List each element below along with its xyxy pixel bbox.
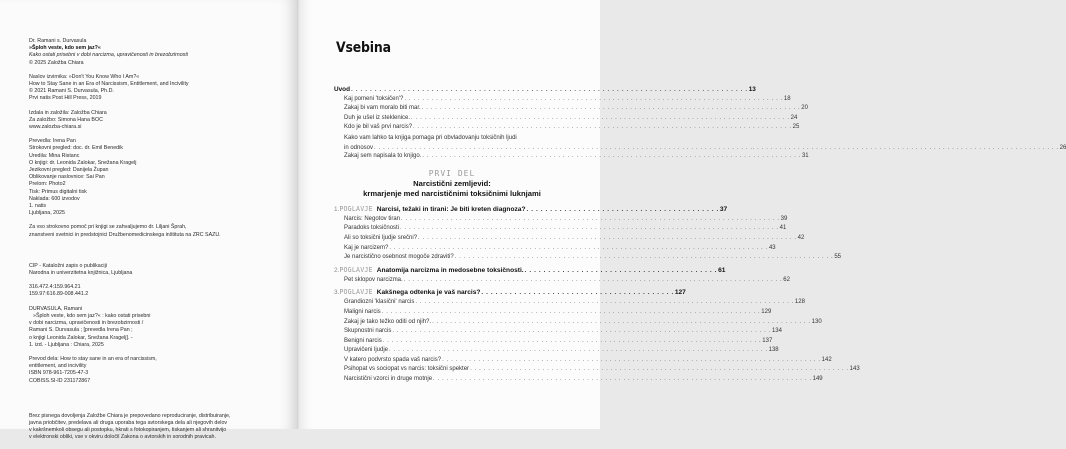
- author-line: Dr. Ramani s. Durvasula: [29, 38, 87, 44]
- record-line: v dobi narcizma, upravičenosti in brezobzirnosti /: [29, 320, 144, 327]
- leader-dots: [525, 267, 717, 274]
- publisher: Izdala in založila: Založba Chiara: [29, 109, 107, 116]
- credit-line: O knjigi: dr. Leonida Zalokar, Snežana Kragelj: [29, 159, 137, 166]
- toc-subentry[interactable]: [334, 254, 842, 264]
- toc-page-number: 24: [790, 114, 798, 121]
- leader-dots: [481, 289, 673, 296]
- copyright-original: © 2021 Ramani S. Durvasula, Ph.D.: [29, 88, 114, 95]
- toc-page-number: 142: [821, 356, 832, 363]
- original-info: [29, 74, 279, 103]
- toc-entry-title: V katero podvrsto spada vaš narcis?: [344, 356, 442, 363]
- toc-page-number: 127: [674, 289, 686, 297]
- for-publisher: Za založbo: Simona Hana BOC: [29, 116, 103, 123]
- cip-line: CIP - Kataložni zapis o publikaciji: [29, 262, 107, 269]
- original-title: Naslov izvirnika: »Don't You Know Who I Am?«: [29, 73, 140, 80]
- toc-page-number: 143: [849, 366, 860, 373]
- leader-dots: . . . . . . . . . . . . . . . . . . . . . . . . . . . . . . . . . . . . . . . . . . . . . . . . . . . . . . . . . . . . . . . . . . . . . . .: [374, 144, 1059, 154]
- rights-line: v kakršnemkoli obsegu ali postopku, hkrati s fotokopiranjem, tiskanjem ali shranitvijo: [29, 427, 227, 434]
- credit-line: 1. natis: [29, 203, 47, 210]
- table-of-contents: [334, 86, 1066, 386]
- toc-entry-title: Narcis: Negotov tiran: [344, 215, 401, 222]
- toc-entry-title: Zakaj je tako težko oditi od njih?.: [344, 318, 432, 325]
- toc-page-number: 18: [783, 95, 791, 102]
- credit-line: Naklada: 600 izvodov: [29, 195, 80, 202]
- toc-page-number: 149: [812, 376, 823, 383]
- record-line: »Šploh veste, kdo sem jaz?« : kako ostati prisebni: [33, 312, 151, 319]
- original-subtitle: How to Stay Sane in an Era of Narcissism, Entitlement, and Incivility: [29, 81, 189, 88]
- cip-line: Narodna in univerzitetna knjižnica, Ljubljana: [29, 270, 133, 277]
- leader-dots: [418, 235, 797, 241]
- leader-dots: [392, 328, 771, 334]
- toc-page-number: 134: [771, 328, 782, 335]
- toc-entry-title: Kaj je narcizem?: [344, 244, 389, 251]
- toc-subentry[interactable]: [334, 276, 790, 287]
- leader-dots: [382, 309, 761, 315]
- record-line: DURVASULA, Ramani: [29, 305, 83, 312]
- toc-subentry[interactable]: [334, 153, 809, 163]
- credit-line: Tisk: Primus digitalni tisk: [29, 188, 87, 195]
- toc-page-number: 130: [811, 318, 822, 325]
- toc-entry-title: Kako vam lahko ta knjiga pomaga pri obvladovanju toksičnih ljudi: [344, 134, 517, 141]
- book-subtitle: Kako ostati prisebni v dobi narcizma, upravičenosti in brezobzirnosti: [29, 52, 188, 59]
- translation-line: Prevod dela: How to stay sane in an era of narcissism,: [29, 355, 157, 362]
- toc-page-number: 13: [748, 86, 756, 93]
- toc-page-number: 43: [768, 244, 776, 251]
- toc-page-number: 138: [768, 347, 779, 354]
- catalog-record: [29, 306, 279, 349]
- toc-chapter-3[interactable]: [334, 288, 686, 299]
- translation-line: entitlement, and incivility: [29, 363, 87, 370]
- toc-entry-title: Kaj pomeni 'toksičen'?: [344, 95, 404, 102]
- leader-dots: [526, 206, 718, 213]
- toc-entry-title: Upravičeni ljudje: [344, 347, 389, 354]
- leader-dots: [415, 299, 794, 305]
- toc-entry-title: Uvod: [334, 86, 350, 93]
- book-title: »Šploh veste, kdo sem jaz?«: [29, 45, 101, 52]
- first-publication: Prvi natis Post Hill Press, 2019: [29, 95, 102, 102]
- chapter-title: Narcisi, težaki in tirani: Je biti kreten diagnoza?: [376, 205, 526, 213]
- leader-dots: [455, 254, 834, 260]
- toc-subentry[interactable]: [334, 356, 832, 367]
- toc-page-number: 31: [801, 153, 809, 160]
- toc-entry-title: Skupnostni narcis: [344, 328, 392, 335]
- record-line: 1. izd. - Ljubljana : Chiara, 2025: [29, 341, 104, 348]
- toc-chapter-1[interactable]: [334, 204, 728, 216]
- toc-entry-title: Paradoks toksičnosti: [344, 225, 400, 232]
- leader-dots: [442, 357, 821, 363]
- toc-page-number: 129: [761, 308, 772, 315]
- toc-entry-title: Psihopat vs sociopat vs narcis: toksični spekter: [344, 366, 470, 373]
- credit-line: Strokovni pregled: doc. dr. Emil Benedik: [29, 145, 123, 152]
- chapter-number: 2.: [334, 266, 340, 274]
- toc-entry-title: Grandiozni 'klasični' narcis: [344, 299, 415, 306]
- chapter-label: POGLAVJE: [339, 265, 373, 274]
- toc-page-number: 39: [780, 215, 788, 222]
- toc-subentry[interactable]: [334, 337, 773, 348]
- book-info: [29, 38, 279, 67]
- toc-entry-title: Ali so toksični ljudje srečni?: [344, 234, 418, 241]
- udc-line: 159.97:616.89-008.441.2: [29, 291, 89, 298]
- leader-dots: [413, 124, 792, 130]
- chapter-label: POGLAVJE: [339, 288, 373, 297]
- copyright-si: © 2025 Založba Chiara: [29, 59, 84, 66]
- toc-page-number: 62: [783, 276, 790, 283]
- rights-line: v elektronski obliki, vse v okviru določil Zakona o avtorskih in sorodnih pravicah.: [29, 434, 216, 441]
- toc-subentry[interactable]: [334, 105, 808, 115]
- chapter-title: Anatomija narcizma in medosebne toksičnosti.: [376, 266, 524, 274]
- toc-subentry[interactable]: [334, 225, 787, 235]
- leader-dots: [470, 366, 849, 372]
- toc-entry-title: Kdo je bil vaš prvi narcis?: [344, 124, 413, 131]
- credit-line: Ljubljana, 2025: [29, 210, 65, 217]
- leader-dots: [401, 216, 780, 222]
- leader-dots: [404, 96, 783, 102]
- credit-line: Oblikovanje naslovnice: Sai Pan: [29, 174, 105, 181]
- toc-page-number: 128: [794, 299, 805, 306]
- toc-page-number: 26: [1059, 144, 1066, 151]
- toc-entry-title: Benigni narcis: [344, 337, 382, 344]
- toc-subentry[interactable]: [334, 134, 1066, 153]
- toc-entry-title-cont: in odnosov: [344, 144, 374, 151]
- imprint-block: [29, 38, 279, 449]
- publisher-website[interactable]: www.zalozba-chiara.si: [29, 124, 82, 131]
- credit-line: Prelom: Photo2: [29, 181, 66, 188]
- rights-notice: [29, 413, 279, 442]
- record-line: Ramani S. Durvasula ; [prevedla Irena Pan ;: [29, 327, 133, 334]
- toc-subentry[interactable]: [334, 114, 798, 125]
- leader-dots: [389, 347, 768, 353]
- toc-entry-title: Zakaj sem napisala to knjigo.: [344, 153, 422, 160]
- chapter-number: 3.: [334, 289, 340, 297]
- toc-page-number: 41: [779, 225, 787, 232]
- toc-subentry[interactable]: [334, 124, 800, 134]
- toc-page-number: 25: [792, 124, 800, 131]
- toc-page-number: 42: [797, 234, 805, 241]
- credit-line: Prevedla: Irena Pan: [29, 138, 76, 145]
- leader-dots: [383, 338, 762, 344]
- contents-page: [300, 0, 1066, 429]
- cip-header: [29, 263, 279, 277]
- credits: [29, 138, 279, 217]
- toc-page-number: 20: [801, 105, 808, 112]
- chapter-title: Kakšnega odtenka je vaš narcis?: [376, 289, 481, 297]
- leader-dots: [433, 376, 812, 382]
- part-heading: [334, 169, 570, 199]
- isbn: ISBN 978-961-7205-47-3: [29, 370, 89, 377]
- udc-line: 316.472.4:159.964.21: [29, 284, 81, 291]
- leader-dots: [411, 115, 790, 121]
- rights-line: Brez pisnega dovoljenja Založbe Chiara je prepovedano reproduciranje, distribuiranje,: [29, 412, 231, 419]
- record-line: o knjigi Leonida Zalokar, Snežana Kragelj]. -: [29, 334, 133, 341]
- part-title: Narcistični zemljevid:: [413, 178, 491, 188]
- contents-heading: Vsebina: [336, 40, 391, 56]
- toc-entry-intro[interactable]: [334, 86, 756, 96]
- toc-entry-title: Duh je ušel iz steklenice.: [344, 114, 411, 121]
- toc-subentry[interactable]: [334, 234, 805, 245]
- toc-page-number: 61: [718, 266, 726, 274]
- toc-subentry[interactable]: [334, 244, 776, 255]
- toc-subentry[interactable]: [334, 328, 782, 338]
- leader-dots: [351, 86, 748, 93]
- leader-dots: [422, 105, 801, 111]
- leader-dots: [432, 319, 811, 325]
- toc-subentry[interactable]: [334, 299, 805, 309]
- part-label: PRVI DEL: [428, 168, 476, 178]
- chapter-number: 1.: [334, 205, 340, 213]
- toc-entry-title: Narcistični vzorci in druge motnje: [344, 376, 433, 383]
- toc-page-number: 37: [719, 205, 728, 213]
- toc-subentry[interactable]: [334, 308, 772, 319]
- translation-info: [29, 356, 279, 385]
- leader-dots: [422, 153, 801, 159]
- toc-entry-title: Je narcistično osebnost mogoče zdraviti?: [344, 254, 454, 261]
- toc-subentry[interactable]: [334, 318, 822, 329]
- acknowledgement-line: znanstveni svetnici in predstojnici Družbenomedicinskega inštituta na ZRC SAZU.: [29, 231, 221, 238]
- copyright-page: [0, 0, 297, 441]
- toc-chapter-2[interactable]: [334, 265, 726, 277]
- leader-dots: [404, 277, 783, 283]
- rights-line: javna priobčitev, predelava ali druga uporaba tega avtorskega dela ali njegovih delov: [29, 419, 228, 426]
- toc-subentry[interactable]: [334, 376, 823, 386]
- leader-dots: [389, 245, 768, 251]
- toc-entry-title: Maligni narcis: [344, 308, 381, 315]
- toc-entry-title: Pet sklopov narcizma.: [344, 276, 403, 283]
- credit-line: Jezikovni pregled: Danijela Župan: [29, 167, 109, 174]
- acknowledgement-line: Za vso strokovno pomoč pri knjigi se zahvaljujemo dr. Liljani Šprah,: [29, 224, 187, 231]
- toc-subentry[interactable]: [334, 95, 791, 106]
- toc-subentry[interactable]: [334, 366, 860, 376]
- credit-line: Uredila: Mina Ristanc: [29, 152, 80, 159]
- toc-page-number: 137: [762, 337, 773, 344]
- toc-subentry[interactable]: [334, 347, 779, 357]
- publisher-info: [29, 110, 279, 132]
- toc-page-number: 55: [834, 254, 842, 261]
- chapter-label: POGLAVJE: [339, 204, 373, 213]
- part-subtitle: krmarjenje med narcističnimi toksičnimi luknjami: [363, 188, 541, 198]
- udc-codes: [29, 284, 279, 298]
- leader-dots: [400, 225, 779, 231]
- acknowledgement: [29, 224, 279, 238]
- cobiss-id: COBISS.SI-ID 231172867: [29, 377, 91, 384]
- toc-subentry[interactable]: [334, 215, 788, 226]
- toc-entry-title: Zakaj bi vam moralo biti mar.: [344, 105, 421, 112]
